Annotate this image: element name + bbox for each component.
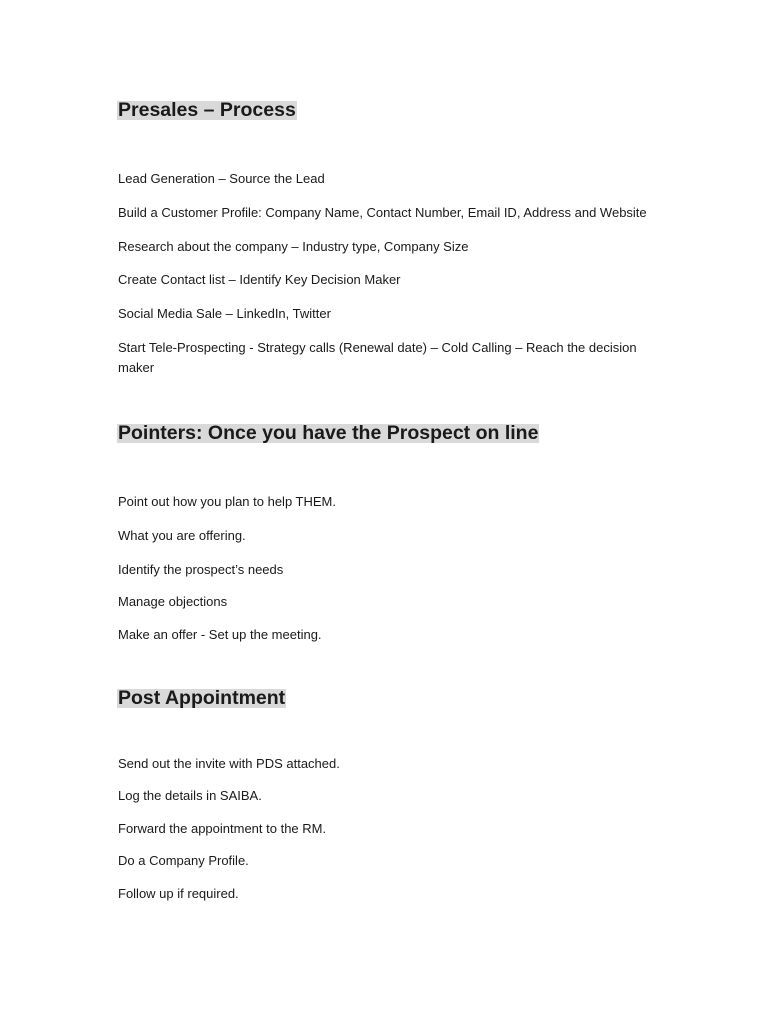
list-item: Create Contact list – Identify Key Decision Maker (118, 272, 401, 287)
list-item: Start Tele-Prospecting - Strategy calls (Renewal date) – Cold Calling – Reach the decision maker (118, 340, 637, 375)
list-item: Forward the appointment to the RM. (118, 821, 327, 836)
list-item: Social Media Sale – LinkedIn, Twitter (118, 306, 331, 321)
section-heading-pointers: Pointers: Once you have the Prospect on line (118, 422, 539, 444)
list-item: Point out how you plan to help THEM. (118, 494, 336, 509)
list-item: Research about the company – Industry type, Company Size (118, 239, 469, 254)
list-item: Manage objections (118, 594, 228, 609)
section-heading-presales-process: Presales – Process (118, 99, 296, 121)
list-item: Do a Company Profile. (118, 853, 249, 868)
list-item: Make an offer - Set up the meeting. (118, 627, 322, 642)
section-heading-post-appointment: Post Appointment (118, 687, 286, 709)
list-item: Log the details in SAIBA. (118, 788, 262, 803)
list-item: What you are offering. (118, 528, 246, 543)
list-item: Lead Generation – Source the Lead (118, 171, 325, 186)
list-item: Build a Customer Profile: Company Name, Contact Number, Email ID, Address and Website (118, 205, 647, 220)
list-item: Follow up if required. (118, 886, 239, 901)
list-item: Send out the invite with PDS attached. (118, 756, 340, 771)
list-item: Identify the prospect’s needs (118, 562, 284, 577)
